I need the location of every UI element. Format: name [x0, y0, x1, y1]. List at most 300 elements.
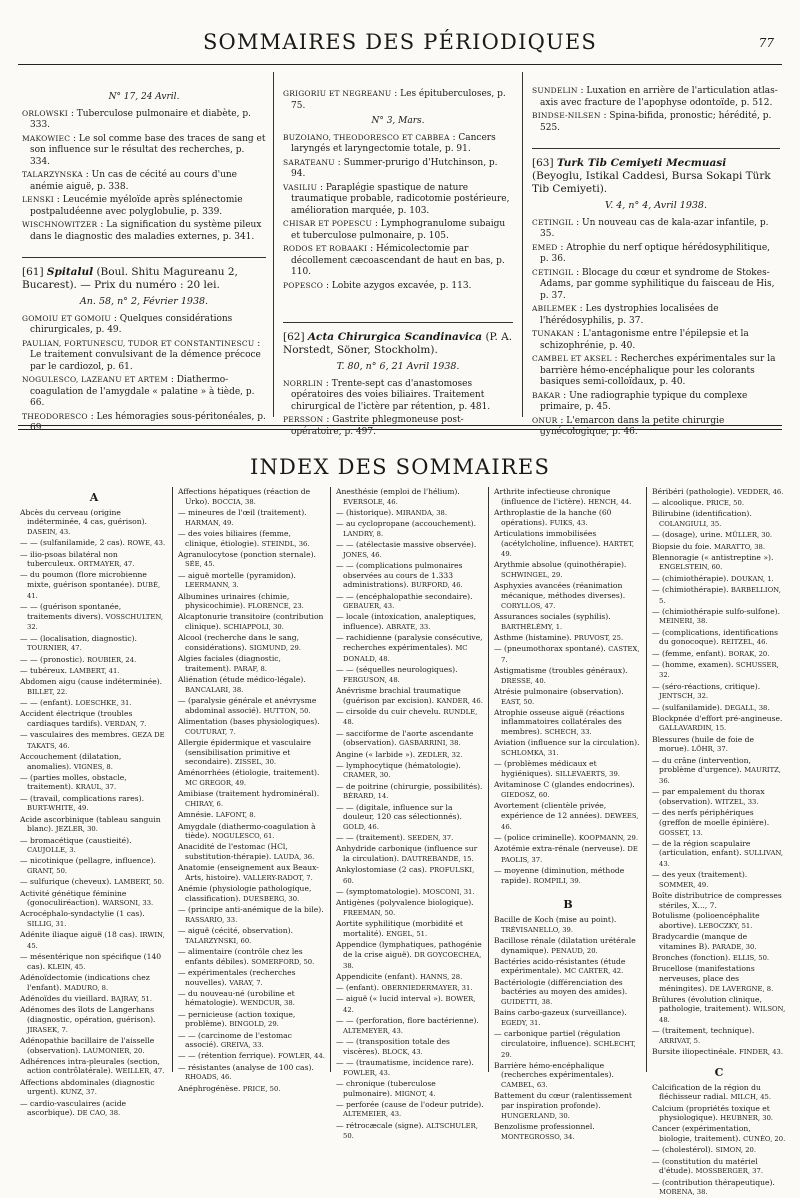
index-entry-list — [494, 487, 642, 886]
index-entry-topic: Anesthésie (emploi de l'hélium). — [336, 487, 460, 496]
index-entry — [494, 612, 642, 632]
index-entry-author: SÉE, 45. — [185, 560, 215, 569]
index-entry-topic: — locale (intoxication, analeptiques, influence). — [336, 612, 477, 632]
index-entry — [652, 1026, 786, 1046]
index-entry-topic: — moyenne (diminution, méthode rapide). — [494, 865, 625, 885]
index-entry-topic: Béribéri (pathologie). — [652, 487, 735, 496]
index-entry-author: HUTTON, 50. — [263, 706, 311, 715]
index-entry-author: HARTET, 49. — [501, 539, 635, 559]
index-entry-author: GASBARRINI, 38. — [398, 739, 461, 748]
index-entry-author: LANDRY, 8. — [343, 529, 384, 538]
journal-address: (P. A. Norstedt, Söner, Stockholm). — [283, 331, 513, 356]
index-entry-topic: — au cyclopropane (accouchement). — [336, 519, 476, 529]
index-entry-topic: — — (localisation, diagnostic). — [20, 633, 137, 643]
index-entry-topic: — cardio-vasculaires (acide ascorbique). — [20, 1098, 127, 1118]
index-entry-author: ROWE, 43. — [127, 539, 166, 548]
page-number: 77 — [758, 36, 774, 50]
index-entry-author: ALTEMEIER, 43. — [343, 1110, 402, 1119]
index-entry-author: FERGUSON, 48. — [343, 675, 400, 684]
entry-author: BAKAR — [532, 390, 561, 400]
index-letter: C — [714, 1065, 724, 1079]
index-entry — [494, 708, 642, 738]
index-entry — [178, 487, 326, 507]
index-entry-author: PARADE, 30. — [712, 942, 757, 951]
index-entry — [652, 995, 786, 1026]
index-entry-author: FUIKS, 43. — [549, 518, 588, 527]
entry-text: : Recherches expérimentales sur la barrière hémo-encéphalique pour les colorants basiques semi-colloïdaux, p. 40. — [540, 354, 776, 387]
index-entry — [336, 540, 484, 560]
index-entry — [20, 634, 168, 654]
summary-column-1 — [22, 88, 266, 436]
index-entry-author: RASSARIO, 33. — [185, 915, 238, 924]
index-entry-author: LAUDA, 36. — [273, 853, 315, 862]
index-entry-topic: — (cholestérol). — [652, 1145, 714, 1155]
summary-entry — [532, 267, 780, 303]
entry-author: THEODORESCO — [22, 411, 88, 421]
index-entry-author: ENGEL, 51. — [386, 930, 428, 939]
entry-text: : Gastrite phlegmoneuse post-opératoire, p. 497. — [291, 415, 464, 437]
index-entry-topic: Bacillose rénale (dilatation urétérale dynamique). — [494, 935, 636, 955]
index-entry-topic: Accident électrique (troubles cardiaques tardifs). — [20, 709, 133, 728]
journal-heading — [283, 331, 513, 357]
index-entry-list — [336, 487, 484, 1142]
index-entry — [336, 665, 484, 685]
index-entry-topic: — (travail, complications rares). — [20, 793, 145, 803]
index-entry-topic: Appendice (lymphatiques, pathogénie de la crise aiguë). — [336, 940, 482, 959]
index-entry-topic: — des voies biliaires (femme, clinique, étiologie). — [178, 528, 291, 548]
index-entry-topic: Bronches (fonction). — [652, 952, 731, 962]
index-column-3 — [336, 487, 484, 1143]
index-entry-topic: Alcool (recherche dans le sang, considérations). — [178, 633, 300, 653]
index-entry-topic: Bactéries acido-résistantes (étude expérimentale). — [494, 956, 626, 976]
index-entry-author: ALTSCHULER, 50. — [343, 1121, 478, 1141]
index-entry — [20, 709, 168, 729]
summary-entry — [22, 169, 266, 193]
journal-address: (Boul. Shitu Magureanu 2, Bucarest). — Prix du numéro : 20 lei. — [22, 266, 238, 291]
index-entry-topic: Battement du cœur (ralentissement par inspiration profonde). — [494, 1091, 632, 1111]
index-entry-author: KOOPMANN, 29. — [578, 833, 638, 842]
index-entry-author: SCHIAPPOLI, 30. — [223, 623, 284, 632]
index-entry-author: ZISSEL, 30. — [234, 758, 277, 767]
index-entry-author: LAMBERT, 41. — [69, 666, 120, 675]
index-entry — [336, 508, 484, 519]
index-entry-author: FOWLER, 44. — [277, 1052, 325, 1061]
index-entry-topic: Arythmie absolue (quinothérapie). — [494, 560, 627, 570]
index-entry — [336, 803, 484, 833]
index-entry — [336, 865, 484, 886]
index-entry — [178, 675, 326, 695]
index-entry-author: VEDDER, 46. — [737, 488, 784, 496]
index-entry-topic: Adénoïdectomie (indications chez l'enfant). — [20, 973, 150, 992]
index-entry — [20, 1005, 168, 1035]
index-entry-author: WILSON, 48. — [659, 1005, 786, 1025]
index-entry — [20, 570, 168, 601]
index-entry — [494, 844, 642, 865]
index-entry-author: BÉRARD, 14. — [343, 792, 389, 801]
index-entry — [20, 752, 168, 772]
entry-author: MAKOWIEC — [22, 133, 71, 143]
index-entry-topic: Acrocéphalo-syndactylie (1 cas). — [20, 909, 145, 919]
index-entry-topic: — du poumon (flore microbienne mixte, guérison spontanée). — [20, 570, 147, 590]
index-entry — [652, 891, 786, 910]
index-entry-author: LAMBERT, 50. — [114, 878, 165, 887]
index-entry-author: ARRIVAT, 5. — [659, 1037, 701, 1046]
index-entry — [178, 926, 326, 946]
index-entry-topic: Adhérences intra-pleurales (section, action contrôlatérale). — [20, 1056, 160, 1076]
summary-entry — [283, 280, 513, 293]
index-entry-topic: — (contribution thérapeutique). — [652, 1177, 775, 1187]
index-entry-topic: — vasculaires des membres. — [20, 729, 130, 739]
separator — [283, 322, 513, 323]
index-entry-topic: Arthroplastie de la hanche (60 opérations). — [494, 507, 612, 527]
index-entry-list — [20, 508, 168, 1119]
index-entry — [652, 756, 786, 787]
index-entry-topic: — de poitrine (chirurgie, possibilités). — [336, 781, 483, 791]
index-entry-topic: Benzolisme professionnel. — [494, 1121, 595, 1131]
index-entry — [336, 1058, 484, 1078]
index-entry — [178, 1010, 326, 1030]
entry-author: BINDSE-NILSEN — [532, 111, 601, 120]
index-entry — [652, 932, 786, 952]
index-entry — [652, 911, 786, 931]
index-entry — [652, 509, 786, 529]
index-entry-topic: — (complications, identifications du gonocoque). — [652, 627, 779, 647]
index-entry-topic: — du crâne (intervention, problème d'urgence). — [652, 755, 751, 775]
summary-entry — [283, 243, 513, 279]
index-entry-topic: — (chimiothérapie). — [652, 584, 729, 594]
index-entry — [178, 592, 326, 612]
entry-author: NOGULESCO, LAZEANU ET ARTEM — [22, 375, 168, 384]
index-entry — [20, 1036, 168, 1056]
entry-list — [532, 217, 780, 439]
index-entry — [652, 953, 786, 964]
index-entry-author: TALARZYNSKI, 60. — [185, 936, 252, 945]
index-entry-author: SILLEVAERTS, 39. — [555, 769, 620, 778]
index-entry — [494, 866, 642, 886]
index-entry — [494, 1061, 642, 1091]
summary-column-2 — [283, 88, 513, 439]
index-entry — [20, 773, 168, 793]
index-entry-author: ENGELSTEIN, 60. — [659, 563, 723, 572]
index-entry-author: DOUKAN, 1. — [730, 574, 774, 583]
index-entry-topic: Blockpnée d'effort pré-angineuse. — [652, 713, 783, 723]
entry-text: : Un nouveau cas de kala-azar infantile, p. 35. — [540, 217, 769, 239]
index-entry-author: KLEIN, 45. — [47, 962, 86, 971]
index-entry-topic: — (chimiothérapie sulfo-sulfone). — [652, 606, 781, 616]
index-entry-author: DEGALL, 38. — [724, 703, 770, 712]
index-entry — [336, 1037, 484, 1057]
index-entry — [336, 592, 484, 612]
index-entry-author: MOSSBERGER, 37. — [695, 1167, 763, 1176]
index-entry-topic: — aiguë mortelle (pyramidon). — [178, 570, 296, 580]
entry-author: PERSSON — [283, 415, 324, 424]
index-entry — [494, 560, 642, 580]
index-entry — [178, 822, 326, 842]
index-entry-topic: — (femme, enfant). — [652, 648, 727, 658]
entry-author: RODOS ET ROBAAKI — [283, 244, 368, 253]
index-entry — [494, 1008, 642, 1028]
index-entry — [178, 550, 326, 570]
index-entry-author: GALLAVARDIN, 15. — [659, 724, 727, 733]
column-divider — [172, 487, 173, 1072]
index-entry-author: VARAY, 7. — [229, 978, 263, 987]
index-entry-author: EVERSOLE, 46. — [343, 497, 398, 506]
index-entry — [652, 1104, 786, 1124]
index-entry — [20, 856, 168, 876]
index-entry-author: SIMON, 20. — [715, 1146, 756, 1155]
index-entry — [20, 994, 168, 1005]
index-entry-author: CAMBEL, 63. — [501, 1081, 548, 1090]
entry-text: : Le traitement convulsivant de la démence précoce par le cardiozol, p. 61. — [30, 338, 261, 372]
index-letter: B — [563, 898, 573, 912]
index-entry-author: CAUJOLLE, 3. — [27, 846, 76, 855]
index-entry — [652, 682, 786, 702]
index-entry-topic: — carbonique partiel (régulation circulatoire, influence). — [494, 1029, 621, 1048]
index-entry-topic: Albumines urinaires (chimie, physicochimie). — [178, 591, 290, 611]
index-entry-topic: Affections hépatiques (réaction de Urko). — [178, 487, 311, 506]
entry-list — [22, 313, 266, 435]
index-entry — [652, 649, 786, 660]
index-title: INDEX DES SOMMAIRES — [249, 455, 551, 479]
index-entry-author: COLANGIULI, 35. — [659, 520, 722, 529]
index-entry-author: RHOADS, 46. — [185, 1073, 232, 1082]
index-entry — [652, 530, 786, 541]
index-entry-author: LAFONT, 8. — [215, 811, 256, 820]
journal-number: [61] — [22, 266, 44, 278]
index-entry-author: FREEMAN, 50. — [343, 909, 396, 918]
index-entry-topic: Amnésie. — [178, 810, 214, 820]
index-entry — [494, 1091, 642, 1121]
index-entry-author: WEILLER, 47. — [115, 1067, 165, 1076]
index-entry — [652, 487, 786, 498]
index-entry — [178, 571, 326, 591]
index-entry-author: MC GREGOR, 49. — [185, 779, 247, 788]
index-entry-topic: — — (atélectasie massive observée). — [336, 540, 477, 550]
index-entry — [178, 863, 326, 883]
journal-heading — [532, 157, 780, 196]
index-entry-topic: Aviation (influence sur la circulation). — [494, 738, 640, 748]
summary-entry — [22, 313, 266, 337]
index-entry — [178, 905, 326, 925]
index-entry-topic: — (enfant). — [336, 983, 380, 993]
index-entry-author: BINGOLD, 29. — [229, 1020, 279, 1029]
index-entry — [336, 940, 484, 971]
index-entry — [178, 738, 326, 768]
index-entry-author: BURFORD, 46. — [411, 581, 463, 590]
index-entry — [652, 607, 786, 627]
index-entry-topic: Arthrite infectieuse chronique (influence de l'ictère). — [494, 487, 611, 506]
summary-entry — [532, 242, 780, 266]
index-column-5 — [652, 487, 786, 1198]
index-entry-author: KRAUL, 37. — [75, 783, 117, 792]
index-entry-topic: Avitaminose C (glandes endocrines). — [494, 780, 635, 790]
summary-entry — [22, 219, 266, 243]
index-entry-author: MARATTO, 38. — [713, 542, 766, 551]
index-entry-topic: Assurances sociales (syphilis). — [494, 611, 611, 621]
index-entry-topic: — — (transposition totale des viscères). — [336, 1037, 450, 1056]
index-entry-topic: — — (pronostic). — [20, 654, 85, 664]
summary-entry — [532, 110, 780, 134]
index-entry-topic: Botulisme (polioencéphalite abortive). — [652, 911, 760, 930]
index-entry-author: RUNDLE, 48. — [343, 707, 478, 727]
index-entry — [336, 1079, 484, 1099]
index-entry-topic: — (police criminelle). — [494, 832, 577, 842]
index-entry-topic: — chronique (tuberculose pulmonaire). — [336, 1078, 436, 1098]
index-entry — [20, 930, 168, 951]
entry-text: : Lymphogranulome subaigu et tuberculose pulmonaire, p. 105. — [291, 219, 506, 241]
index-entry-author: BORAK, 20. — [728, 649, 770, 658]
page-header — [18, 30, 782, 64]
section-divider — [18, 429, 782, 430]
index-entry-topic: — (sulfanilamide). — [652, 702, 723, 712]
index-entry-topic: Barrière hémo-encéphalique (recherches expérimentales). — [494, 1060, 614, 1080]
index-entry — [652, 585, 786, 606]
index-entry — [494, 666, 642, 686]
index-entry — [178, 884, 326, 904]
index-entry-author: NOGULESCO, 61. — [212, 832, 275, 841]
index-entry — [336, 561, 484, 591]
entry-text: : Blocage du cœur et syndrome de Stokes-Adams, par gomme syphilitique du faisceau de His, p. 37. — [540, 267, 775, 301]
entry-text: : L'emarcon dans la petite chirurgie gynécologique, p. 46. — [540, 415, 725, 437]
index-entry-topic: — (constitution du matériel d'étude). — [652, 1156, 758, 1176]
index-entry-author: MILCH, 45. — [730, 1093, 772, 1102]
entry-author: GRIGORIU ET NEGREANU — [283, 89, 392, 98]
index-entry-author: SULLIVAN, 43. — [659, 849, 784, 869]
index-entry — [494, 801, 642, 832]
index-entry-topic: Adénomes des îlots de Langerhans (diagnostic, opération, guérison). — [20, 1005, 156, 1024]
index-entry-author: IRWIN, 45. — [27, 931, 165, 951]
entry-list — [283, 88, 513, 112]
entry-author: TUNAKAN — [532, 329, 574, 338]
index-entry — [336, 919, 484, 939]
index-entry-author: PENAUD, 20. — [551, 946, 598, 955]
index-entry-topic: Atrophie osseuse aiguë (réactions inflammatoires collatérales des membres). — [494, 707, 625, 737]
index-entry-author: EAST, 50. — [501, 697, 535, 706]
index-entry-topic: Accouchement (dilatation, anomalies). — [20, 751, 122, 771]
index-entry-author: SCHLOMKA, 31. — [501, 749, 559, 758]
column-divider — [330, 487, 331, 1072]
index-entry — [336, 729, 484, 749]
index-entry-author: GRANT, 50. — [27, 867, 68, 876]
index-entry-author: SOMMER, 49. — [659, 881, 709, 890]
index-entry — [178, 1031, 326, 1051]
index-entry — [652, 498, 786, 509]
index-entry — [336, 686, 484, 706]
journal-name: Spitalul — [46, 266, 94, 278]
index-entry — [336, 612, 484, 632]
index-entry-topic: — mineures de l'œil (traitement). — [178, 507, 307, 517]
index-entry-topic: — rachidienne (paralysie consécutive, recherches expérimentales). — [336, 633, 483, 653]
index-entry-author: WITZEL, 33. — [714, 797, 759, 806]
index-entry-topic: Azotémie extra-rénale (nerveuse). — [494, 843, 625, 853]
index-entry — [178, 768, 326, 788]
index-entry-topic: Anacidité de l'estomac (HCl, substitution-thérapie). — [178, 842, 288, 862]
page-title: SOMMAIRES DES PÉRIODIQUES — [202, 30, 598, 54]
entry-text: : Leucémie myéloïde après splénectomie postpaludéenne avec polyglobulie, p. 339. — [30, 195, 243, 217]
index-entry-topic: Appendicite (enfant). — [336, 971, 418, 981]
entry-author: CETINGIL — [532, 267, 574, 277]
summary-entry — [22, 194, 266, 218]
entry-text: : Lobite azygos excavée, p. 113. — [326, 280, 472, 291]
index-column-2 — [178, 487, 326, 1095]
index-entry-author: BOCCIA, 38. — [212, 497, 256, 506]
index-entry-author: HENCH, 44. — [588, 497, 632, 506]
index-entry-author: FOWLER, 43. — [343, 1068, 390, 1077]
index-entry — [178, 842, 326, 862]
index-entry — [652, 964, 786, 994]
index-entry — [178, 810, 326, 821]
entry-text: : Une radiographie typique du complexe primaire, p. 45. — [540, 390, 748, 412]
index-entry-topic: — (parties molles, obstacle, traitement). — [20, 772, 127, 792]
index-entry-author: STEINDL, 36. — [261, 539, 310, 548]
index-entry-topic: Alimentation (bases physiologiques). — [178, 716, 320, 726]
entry-text: : Tuberculose pulmonaire et diabète, p. 333. — [30, 108, 251, 130]
index-entry-topic: Asphyxies avancées (réanimation mécanique, méthodes diverses). — [494, 581, 626, 601]
index-entry — [20, 655, 168, 666]
summary-entry — [22, 338, 266, 374]
index-entry-topic: — du nouveau-né (urobiline et hématologie). — [178, 988, 295, 1008]
index-entry-topic: Adénite iliaque aiguë (18 cas). — [20, 930, 138, 940]
index-entry-author: PRICE, 50. — [242, 1084, 281, 1093]
index-entry-topic: Brûlures (évolution clinique, pathologie, traitement). — [652, 994, 762, 1014]
index-entry — [652, 735, 786, 755]
index-entry — [652, 1178, 786, 1198]
index-entry — [494, 978, 642, 1008]
index-entry — [336, 887, 484, 898]
index-entry-topic: Calcification de la région du fléchisseur radial. — [652, 1082, 761, 1102]
index-entry — [336, 833, 484, 844]
index-entry-author: BOWER, 42. — [343, 995, 476, 1014]
index-entry-topic: — alcoolique. — [652, 498, 704, 508]
index-entry-list — [652, 1083, 786, 1198]
index-entry — [20, 973, 168, 993]
index-entry — [178, 529, 326, 549]
entry-author: VASILIU — [283, 182, 318, 192]
index-entry-topic: — (traitement, technique). — [652, 1026, 755, 1036]
index-entry-topic: — (séro-réactions, critique). — [652, 681, 761, 691]
index-entry — [494, 780, 642, 800]
index-entry — [494, 759, 642, 779]
index-entry-topic: — rétrocæcale (signe). — [336, 1120, 424, 1130]
index-entry-author: HARMAN, 49. — [185, 518, 234, 527]
summary-entry — [22, 133, 266, 169]
index-entry — [20, 602, 168, 633]
entry-author: EMED — [532, 242, 558, 252]
index-entry-topic: Cancer (expérimentation, biologie, traitement). — [652, 1124, 751, 1144]
index-entry — [652, 1145, 786, 1156]
index-entry-author: SEEDEN, 37. — [407, 834, 454, 843]
entry-author: SARATEANU — [283, 157, 335, 167]
column-divider — [522, 72, 523, 417]
summary-entry — [283, 378, 513, 414]
index-entry-topic: — de la région scapulaire (articulation, enfant). — [652, 838, 751, 858]
entry-author: ORLOWSKI — [22, 108, 68, 118]
column-divider — [646, 487, 647, 1072]
index-entry-topic: — par empalement du thorax (observation). — [652, 787, 765, 806]
index-entry — [652, 1124, 786, 1144]
summary-entry — [283, 218, 513, 242]
index-entry — [336, 519, 484, 539]
summary-entry — [532, 217, 780, 241]
summary-entry — [283, 414, 513, 438]
entry-author: POPESCO — [283, 280, 324, 290]
index-entry-topic: — — (perforation, flore bactérienne). — [336, 1016, 479, 1026]
index-entry — [494, 644, 642, 665]
index-entry-author: SCHUSSER, 32. — [659, 660, 779, 680]
index-entry-author: JEZLER, 30. — [55, 825, 98, 834]
index-entry-author: BURT-WHITE, 49. — [27, 804, 89, 813]
index-entry — [336, 844, 484, 864]
